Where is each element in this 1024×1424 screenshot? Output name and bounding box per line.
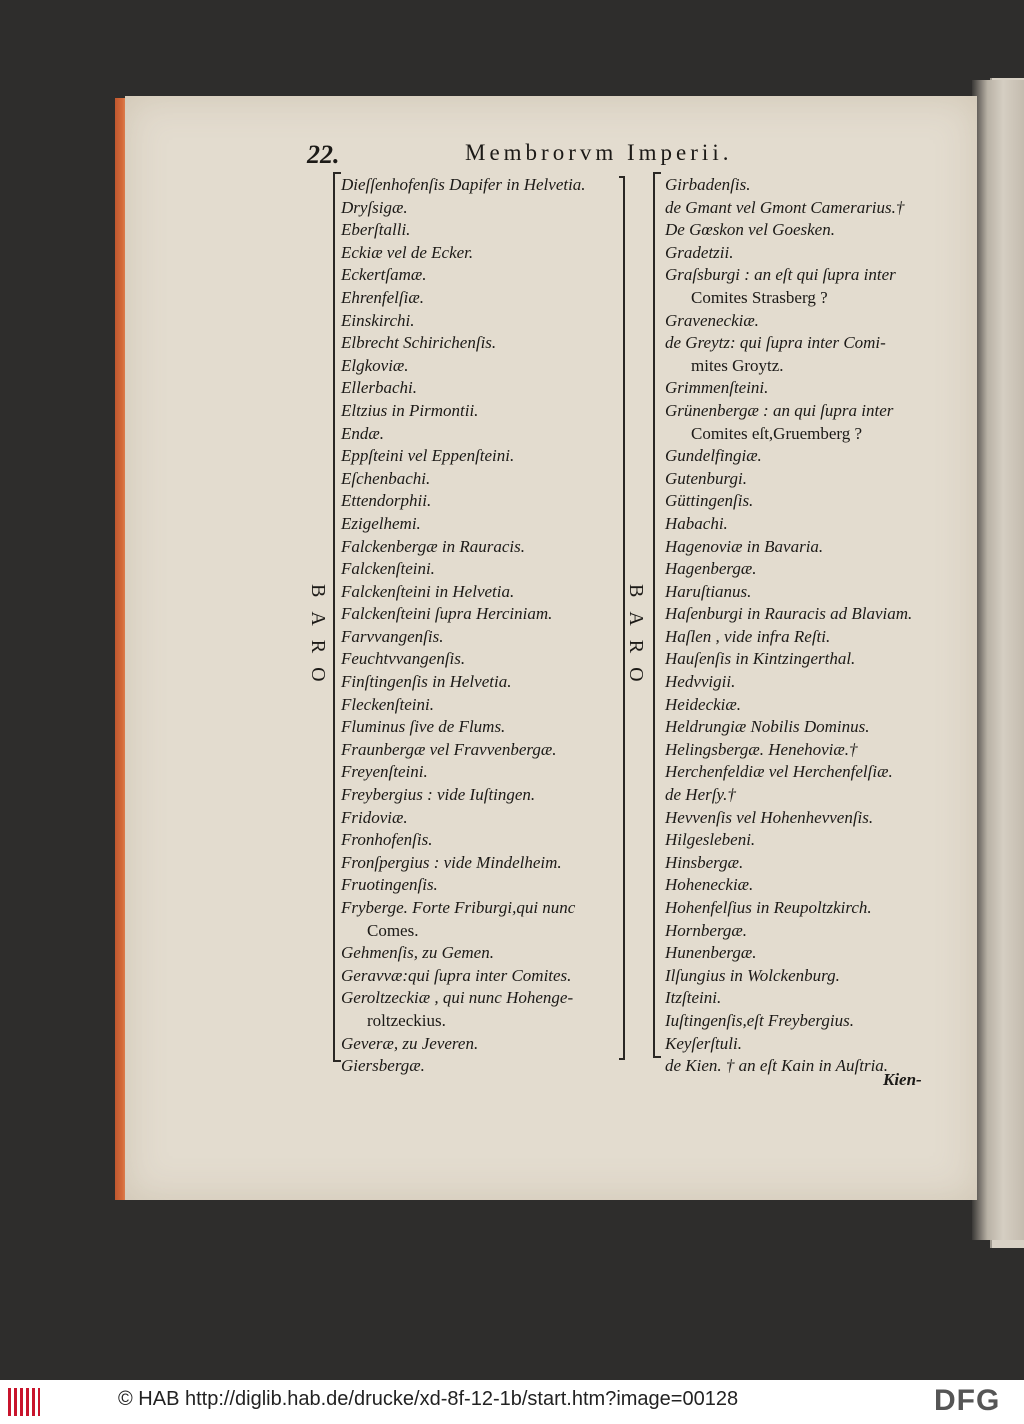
right-column-entry: Heideckiæ. bbox=[665, 694, 741, 714]
right-column-entry: Gradetzii. bbox=[665, 242, 734, 262]
right-column-entry: Hoheneckiæ. bbox=[665, 875, 754, 895]
right-column-entry: Hauſenſis in Kintzingerthal. bbox=[665, 649, 856, 669]
right-column-entry: Itzſteini. bbox=[665, 988, 722, 1008]
left-column-entry: Eberſtalli. bbox=[341, 220, 411, 240]
right-column-entry: Girbadenſis. bbox=[665, 175, 751, 194]
left-column-entry: Falckenſteini in Helvetia. bbox=[341, 581, 515, 601]
right-column-list bbox=[665, 174, 965, 1078]
right-column-entry: Grünenbergæ : an qui ſupra inter bbox=[665, 400, 894, 420]
right-column-entry: Helingsbergæ. Henehoviæ.† bbox=[665, 739, 858, 759]
right-column-entry: Hornbergæ. bbox=[665, 920, 748, 940]
right-column-entry: Graveneckiæ. bbox=[665, 310, 759, 330]
right-column-entry: Iuſtingenſis,eſt Freybergius. bbox=[665, 1010, 855, 1030]
right-column-entry: Habachi. bbox=[665, 513, 728, 533]
left-column-entry: Falckenſteini. bbox=[341, 559, 435, 579]
left-column-entry: Fronhofenſis. bbox=[341, 830, 433, 850]
spine-shadow bbox=[972, 80, 1024, 1240]
right-column-entry: Hilgeslebeni. bbox=[665, 830, 756, 850]
left-column-entry: Ellerbachi. bbox=[341, 378, 418, 398]
left-column-list bbox=[341, 174, 631, 1078]
left-column-entry: Ettendorphii. bbox=[341, 491, 432, 511]
right-column-entry: Haſenburgi in Rauracis ad Blaviam. bbox=[665, 604, 913, 624]
right-column-entry: Grimmenſteini. bbox=[665, 378, 769, 398]
left-column-entry: Geroltzeckiæ , qui nunc Hohenge- bbox=[341, 988, 574, 1008]
left-column-entry: Fraunbergæ vel Fravvenbergæ. bbox=[341, 739, 557, 759]
right-column-entry: Graſsburgi : an eſt qui ſupra inter bbox=[665, 265, 896, 285]
left-column-entry: Falckenbergæ in Rauracis. bbox=[341, 536, 525, 556]
right-column-entry: Hagenbergæ. bbox=[665, 559, 757, 579]
right-column-entry: Gutenburgi. bbox=[665, 468, 748, 488]
right-column-entry: de Greytz: qui ſupra inter Comi- bbox=[665, 333, 886, 353]
left-column-entry: Ehrenfelſiæ. bbox=[341, 287, 424, 307]
left-column-entry: Endæ. bbox=[341, 423, 384, 443]
right-column-entry: Comites eſt,Gruemberg ? bbox=[691, 423, 863, 443]
right-column-entry: Heldrungiæ Nobilis Dominus. bbox=[665, 717, 870, 737]
left-column-entry: Fronſpergius : vide Mindelheim. bbox=[341, 852, 562, 872]
left-column-entry: Eckiæ vel de Ecker. bbox=[341, 242, 474, 262]
side-label-right: BARO bbox=[625, 584, 647, 696]
right-column-entry: Hedvvigii. bbox=[665, 672, 736, 692]
left-column-entry: Eckertſamæ. bbox=[341, 265, 427, 285]
page-number: 22. bbox=[307, 140, 340, 169]
left-column-entry: Eſchenbachi. bbox=[341, 468, 431, 488]
right-column-entry: Hunenbergæ. bbox=[665, 943, 757, 963]
left-column-entry: Dryſsigæ. bbox=[341, 197, 408, 217]
left-column-entry: Einskirchi. bbox=[341, 310, 415, 330]
left-column-entry: Giersbergæ. bbox=[341, 1056, 425, 1076]
catchword: Kien- bbox=[883, 1070, 922, 1089]
right-column-entry: Hinsbergæ. bbox=[665, 852, 744, 872]
left-column-entry: Fridoviæ. bbox=[341, 807, 408, 827]
side-label-left: BARO bbox=[307, 584, 329, 696]
left-column-entry: Feuchtvvangenſis. bbox=[341, 649, 466, 669]
left-column-entry: Ezigelhemi. bbox=[341, 513, 421, 533]
book-page bbox=[125, 96, 977, 1200]
right-column-entry: Gundelfingiæ. bbox=[665, 446, 762, 466]
right-column-entry: Hohenfelſius in Reupoltzkirch. bbox=[665, 898, 872, 917]
credit-link[interactable]: © HAB http://diglib.hab.de/drucke/xd-8f-12-1b/start.htm?image=00128 bbox=[118, 1388, 739, 1410]
right-column-entry: de Herſy.† bbox=[665, 785, 736, 805]
right-column-entry: de Gmant vel Gmont Camerarius.† bbox=[665, 197, 905, 217]
left-column-entry: Freyenſteini. bbox=[341, 762, 428, 782]
left-column-entry: Comes. bbox=[367, 920, 419, 940]
right-column-entry: Herchenfeldiæ vel Herchenfelſiæ. bbox=[665, 762, 893, 782]
footer-bar bbox=[0, 1380, 1024, 1424]
right-column-entry: Haſlen , vide infra Reſti. bbox=[665, 626, 831, 646]
right-column-entry: mites Groytz. bbox=[691, 355, 784, 375]
right-column-entry: De Gœskon vel Goesken. bbox=[665, 220, 835, 240]
left-column-entry: Eltzius in Pirmontii. bbox=[341, 400, 479, 420]
left-column-entry: roltzeckius. bbox=[367, 1010, 446, 1030]
left-column-entry: Fryberge. Forte Friburgi,qui nunc bbox=[341, 898, 576, 917]
left-column-entry: Freybergius : vide Iuſtingen. bbox=[341, 785, 536, 805]
right-column-entry: Comites Strasberg ? bbox=[691, 287, 828, 307]
left-column-bracket-left bbox=[333, 172, 341, 1062]
left-column-entry: Finſtingenſis in Helvetia. bbox=[341, 672, 512, 692]
left-column-entry: Fluminus ſive de Flums. bbox=[341, 717, 506, 737]
left-column-entry: Falckenſteini ſupra Herciniam. bbox=[341, 604, 553, 624]
left-column-entry: Elbrecht Schirichenſis. bbox=[341, 333, 497, 353]
right-column-entry: Güttingenſis. bbox=[665, 491, 754, 511]
dfg-logo: DFG bbox=[934, 1384, 1001, 1417]
left-column-entry: Farvvangenſis. bbox=[341, 626, 444, 646]
right-column-entry: Keyſerſtuli. bbox=[665, 1033, 742, 1053]
left-column-entry: Fruotingenſis. bbox=[341, 875, 438, 895]
left-column-entry: Eppſteini vel Eppenſteini. bbox=[341, 446, 515, 466]
right-column-entry: Haruſtianus. bbox=[665, 581, 752, 601]
left-column-entry: Dieſſenhofenſis Dapifer in Helvetia. bbox=[341, 175, 586, 194]
right-column-bracket-left bbox=[653, 172, 661, 1058]
running-head: Membrorvm Imperii. bbox=[465, 140, 733, 165]
right-column-entry: Hagenoviæ in Bavaria. bbox=[665, 536, 824, 556]
barcode-icon bbox=[8, 1388, 40, 1416]
right-column-entry: Ilſungius in Wolckenburg. bbox=[665, 965, 840, 985]
left-column-entry: Elgkoviæ. bbox=[341, 355, 409, 375]
right-column-entry: de Kien. † an eſt Kain in Auſtria. bbox=[665, 1056, 889, 1076]
left-column-entry: Geravvæ:qui ſupra inter Comites. bbox=[341, 965, 572, 985]
right-column-entry: Hevvenſis vel Hohenhevvenſis. bbox=[665, 807, 874, 827]
left-column-entry: Gehmenſis, zu Gemen. bbox=[341, 943, 494, 963]
left-column-entry: Fleckenſteini. bbox=[341, 694, 434, 714]
left-column-entry: Geveræ, zu Jeveren. bbox=[341, 1033, 479, 1053]
